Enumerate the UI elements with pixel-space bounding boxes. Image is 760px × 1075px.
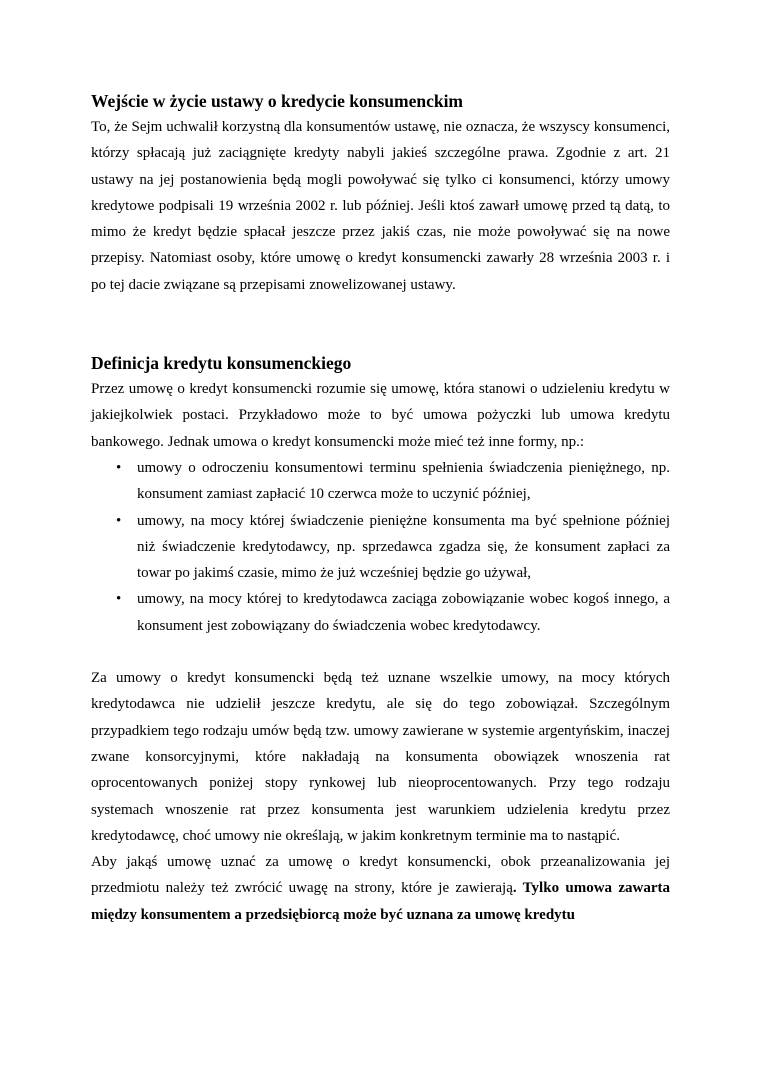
section-heading-definition: Definicja kredytu konsumenckiego — [91, 353, 352, 374]
paragraph-regular-text: Aby jakąś umowę uznać za umowę o kredyt konsumencki, obok przeanalizowania jej przedmiotu należy też zwrócić uwagę na strony, które je zawierają — [91, 854, 670, 897]
list-item-text: umowy o odroczeniu konsumentowi terminu spełnienia świadczenia pieniężnego, np. konsument zamiast zapłacić 10 czerwca może to uczynić później, — [137, 459, 670, 503]
paragraph-entry-into-force: To, że Sejm uchwalił korzystną dla konsumentów ustawę, nie oznacza, że wszyscy konsumenci, którzy spłacają już zaciągnięte kredyty nabyli jakieś szczególne prawa. Zgodnie z art. 21 ustawy na jej postanowienia będą mogli powoływać się tylko ci konsumenci, którzy umowy kredytowe podpisali 19 września 2002 r. lub później. Jeśli ktoś zawarł umowę przed tą datą, to mimo że kredyt będzie spłacał jeszcze przez jakiś czas, nie może powoływać się na nowe przepisy. Natomiast osoby, które umowę o kredyt konsumencki zawarły 28 września 2003 r. i po tej dacie związane są przepisami znowelizowanej ustawy. — [91, 119, 670, 293]
list-item — [116, 455, 670, 508]
bullet-icon: • — [116, 512, 122, 529]
bullet-list-contract-forms — [91, 455, 670, 639]
section-spacer — [91, 298, 670, 350]
list-item — [116, 586, 670, 639]
document-page — [91, 88, 670, 928]
list-item-text: umowy, na mocy której świadczenie pieniężne konsumenta ma być spełnione później niż świadczenie kredytodawcy, np. sprzedawca zgadza się, że konsument zapłaci za towar po jakimś czasie, mimo że już wcześniej będzie go używał, — [137, 512, 670, 582]
bullet-icon: • — [116, 591, 122, 608]
bullet-icon: • — [116, 459, 122, 476]
paragraph-bold-text: . Tylko umowa zawarta między konsumentem a przedsiębiorcą może być uznana za umowę kredytu — [91, 880, 670, 923]
list-item-text: umowy, na mocy której to kredytodawca zaciąga zobowiązanie wobec kogoś innego, a konsument jest zobowiązany do świadczenia wobec kredytodawcy. — [137, 591, 670, 634]
paragraph-spacer — [91, 639, 670, 665]
list-item — [116, 508, 670, 587]
section-heading-entry-into-force: Wejście w życie ustawy o kredycie konsumenckim — [91, 91, 464, 111]
paragraph-contract-parties — [91, 849, 670, 928]
paragraph-definition-intro: Przez umowę o kredyt konsumencki rozumie się umowę, która stanowi o udzieleniu kredytu w jakiejkolwiek postaci. Przykładowo może to być umowa pożyczki lub umowa kredytu bankowego. Jednak umowa o kredyt konsumencki może mieć też inne formy, np.: — [91, 381, 670, 450]
paragraph-argentine-system: Za umowy o kredyt konsumencki będą też uznane wszelkie umowy, na mocy których kredytodawca nie udzielił jeszcze kredytu, ale się do tego zobowiązał. Szczególnym przypadkiem tego rodzaju umów będą tzw. umowy zawierane w systemie argentyńskim, inaczej zwane konsorcyjnymi, które nakładają na konsumenta obowiązek wnoszenia rat oprocentowanych poniżej stopy rynkowej lub nieoprocentowanych. Przy tego rodzaju systemach wnoszenie rat przez konsumenta jest warunkiem udzielenia kredytu przez kredytodawcę, choć umowy nie określają, w jakim konkretnym terminie ma to nastąpić. — [91, 670, 670, 844]
